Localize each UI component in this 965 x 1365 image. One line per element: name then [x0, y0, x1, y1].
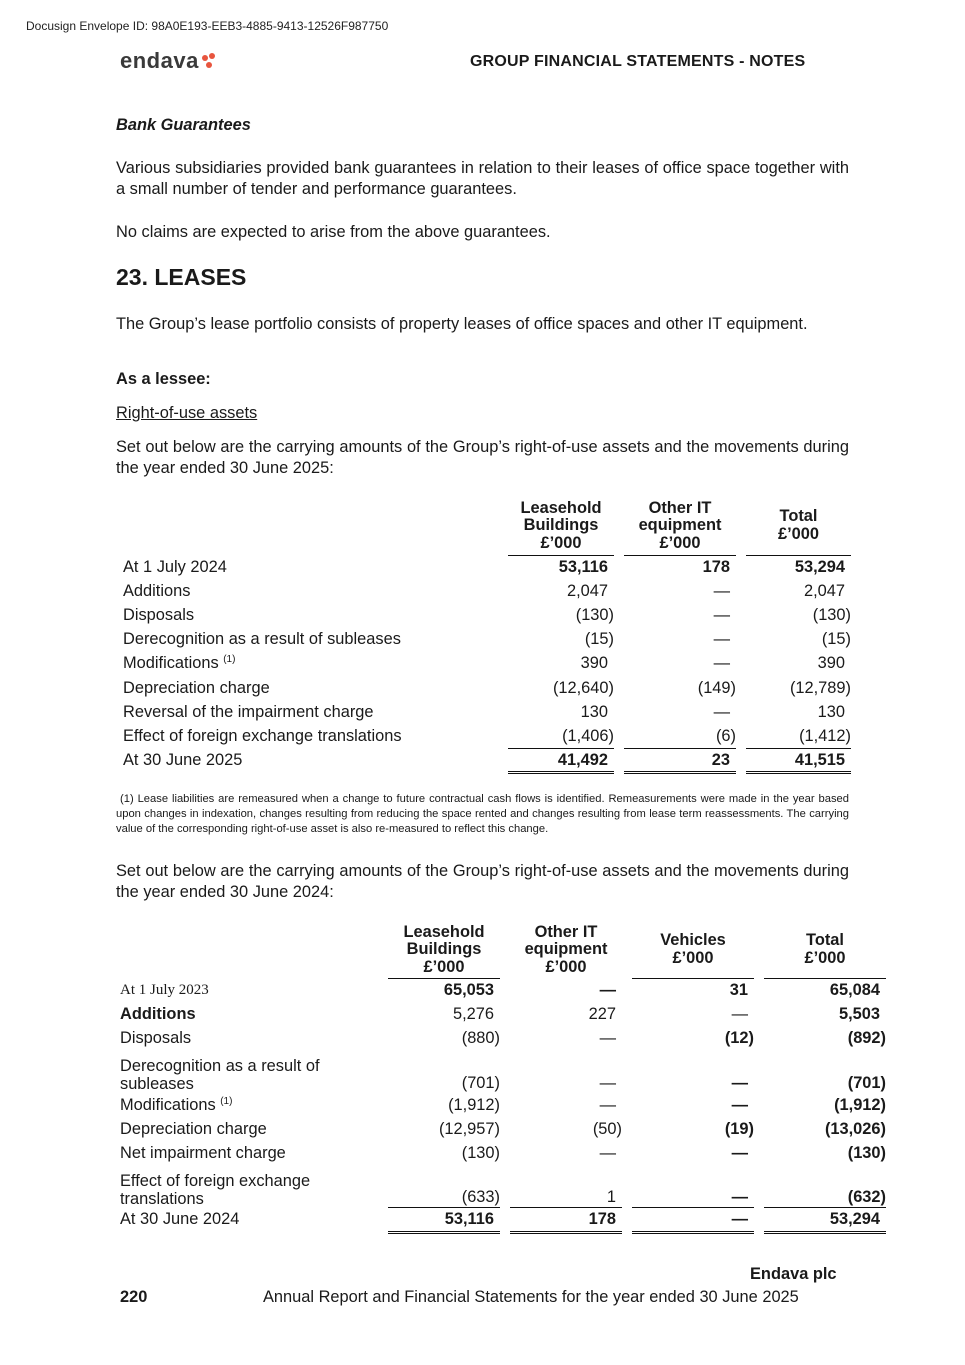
footer-company: Endava plc — [750, 1265, 837, 1283]
cell-vehicles: — — [731, 1144, 748, 1163]
table-row — [123, 700, 851, 724]
cell-other-it-equipment: (6) — [715, 726, 736, 745]
table-row — [120, 1208, 886, 1232]
column-gap — [622, 978, 632, 1002]
cell-other-it-equipment: — — [713, 630, 730, 649]
cell-other-it-equipment: 178 — [702, 557, 730, 576]
table-row — [123, 603, 851, 627]
column-gap — [754, 1093, 764, 1117]
cell-total: (892) — [847, 1029, 886, 1048]
column-gap — [614, 676, 624, 700]
row-label: Depreciation charge — [123, 678, 270, 697]
table-row — [120, 1117, 886, 1141]
column-gap — [736, 652, 746, 676]
cell-other-it-equipment: 1 — [606, 1188, 616, 1207]
column-gap — [736, 724, 746, 748]
leases-intro: The Group’s lease portfolio consists of property leases of office spaces and other IT equipment. — [116, 315, 808, 333]
column-gap — [754, 1141, 764, 1165]
bank-guarantees-title: Bank Guarantees — [116, 116, 251, 134]
table-row — [120, 1141, 886, 1165]
cell-total: (13,026) — [824, 1119, 886, 1138]
cell-total: (12,789) — [789, 678, 851, 697]
row-label: Derecognition as a result of subleases — [123, 630, 401, 649]
cell-total: 2,047 — [803, 581, 845, 600]
column-gap — [500, 1051, 510, 1093]
column-gap — [736, 749, 746, 773]
endava-logo — [120, 48, 216, 74]
cell-leasehold-buildings: 390 — [580, 654, 608, 673]
cell-total: 65,084 — [829, 980, 880, 999]
cell-leasehold-buildings: 130 — [580, 702, 608, 721]
header-other-it-equipment: Other IT equipment £’000 — [624, 497, 736, 555]
row-label: Effect of foreign exchange translations — [123, 726, 402, 745]
row-label: Modifications $^{(1)}$ — [123, 654, 236, 673]
header-vehicles: Vehicles £’000 — [632, 922, 754, 978]
cell-other-it-equipment: — — [713, 654, 730, 673]
logo-text: endava — [120, 48, 199, 73]
lease-footnote: (1) Lease liabilities are remeasured when a change to future contractual cash flows is identified. Remeasurements were made in the year based upon changes in indexation, changes resulting from reducing the space rented and changes resulting from lease term reassessments. The carrying value of the corresponding right-of-use asset is also re-measured to reflect this change. — [116, 793, 849, 835]
cell-other-it-equipment: — — [599, 980, 616, 999]
row-label: Derecognition as a result of subleases — [120, 1056, 320, 1093]
table-row — [120, 978, 886, 1002]
table-row — [120, 1027, 886, 1051]
row-label: Net impairment charge — [120, 1144, 286, 1163]
column-gap — [500, 1093, 510, 1117]
row-label: Additions — [123, 581, 191, 600]
row-label: At 30 June 2025 — [123, 751, 243, 770]
cell-total: 53,294 — [794, 557, 845, 576]
table-row — [123, 724, 851, 748]
leases-section-title: 23. LEASES — [116, 264, 247, 290]
row-label: Disposals — [120, 1029, 192, 1048]
cell-other-it-equipment: — — [599, 1095, 616, 1114]
column-gap — [614, 749, 624, 773]
table-row — [123, 652, 851, 676]
column-gap — [500, 1208, 510, 1232]
rou-table-2024 — [120, 922, 886, 1234]
cell-leasehold-buildings: 65,053 — [443, 980, 494, 999]
lessee-heading: As a lessee: — [116, 370, 211, 388]
column-gap — [622, 1002, 632, 1026]
cell-total: (130) — [812, 605, 851, 624]
column-gap — [500, 1117, 510, 1141]
footer-page-number: 220 — [120, 1288, 148, 1306]
column-gap — [754, 1208, 764, 1232]
column-gap — [622, 1208, 632, 1232]
table-row — [123, 555, 851, 579]
cell-total: (632) — [847, 1188, 886, 1207]
row-label: Modifications $^{(1)}$ — [120, 1095, 233, 1114]
cell-leasehold-buildings: (12,640) — [552, 678, 614, 697]
cell-other-it-equipment: 178 — [510, 1208, 622, 1232]
column-gap — [622, 1141, 632, 1165]
cell-total: (701) — [847, 1073, 886, 1092]
cell-vehicles: (12) — [724, 1029, 754, 1048]
cell-total: 5,503 — [838, 1004, 880, 1023]
cell-other-it-equipment: — — [713, 605, 730, 624]
column-gap — [500, 1166, 510, 1208]
table-row — [120, 1051, 886, 1093]
column-gap — [500, 1002, 510, 1026]
column-gap — [736, 700, 746, 724]
table-row — [120, 1166, 886, 1208]
cell-other-it-equipment: — — [599, 1144, 616, 1163]
cell-other-it-equipment: — — [713, 702, 730, 721]
table-row — [123, 676, 851, 700]
row-label: Effect of foreign exchange translations — [120, 1171, 311, 1208]
row-label: Disposals — [123, 605, 195, 624]
cell-total: (130) — [847, 1144, 886, 1163]
column-gap — [614, 628, 624, 652]
cell-other-it-equipment: — — [713, 581, 730, 600]
cell-other-it-equipment: (50) — [592, 1119, 622, 1138]
cell-other-it-equipment: (149) — [697, 678, 736, 697]
column-gap — [754, 1117, 764, 1141]
column-gap — [754, 978, 764, 1002]
column-gap — [736, 579, 746, 603]
column-gap — [614, 603, 624, 627]
envelope-id: Docusign Envelope ID: 98A0E193-EEB3-4885-9413-12526F987750 — [26, 19, 389, 33]
section-label: GROUP FINANCIAL STATEMENTS - NOTES — [470, 53, 806, 70]
cell-vehicles: 31 — [729, 980, 748, 999]
column-gap — [614, 724, 624, 748]
column-gap — [622, 1051, 632, 1093]
column-gap — [754, 1002, 764, 1026]
cell-leasehold-buildings: (12,957) — [438, 1119, 500, 1138]
cell-leasehold-buildings: (130) — [461, 1144, 500, 1163]
column-gap — [500, 978, 510, 1002]
cell-vehicles: (19) — [724, 1119, 754, 1138]
column-gap — [614, 579, 624, 603]
cell-leasehold-buildings: 53,116 — [558, 557, 608, 576]
table-row — [120, 1002, 886, 1026]
column-gap — [736, 628, 746, 652]
row-label: Depreciation charge — [120, 1119, 267, 1138]
footer-report-title: Annual Report and Financial Statements for the year ended 30 June 2025 — [263, 1288, 799, 1306]
column-gap — [500, 1141, 510, 1165]
cell-leasehold-buildings: 5,276 — [452, 1004, 494, 1023]
header-total: Total £’000 — [764, 922, 886, 978]
cell-other-it-equipment: 23 — [624, 749, 736, 773]
cell-leasehold-buildings: (701) — [461, 1073, 500, 1092]
rou-table-2025 — [123, 497, 851, 774]
bank-guarantees-para-2: No claims are expected to arise from the above guarantees. — [116, 223, 551, 241]
table-row — [123, 628, 851, 652]
column-gap — [500, 1027, 510, 1051]
footnote-ref: (1) — [223, 654, 236, 666]
column-gap — [622, 1117, 632, 1141]
header-leasehold-buildings: Leasehold Buildings £’000 — [508, 497, 614, 555]
cell-leasehold-buildings: (880) — [461, 1029, 500, 1048]
table-row — [123, 579, 851, 603]
table-row — [123, 749, 851, 773]
cell-leasehold-buildings: (1,406) — [562, 726, 614, 745]
rou-assets-heading: Right-of-use assets — [116, 404, 258, 422]
column-gap — [614, 700, 624, 724]
column-gap — [622, 1093, 632, 1117]
cell-vehicles: — — [731, 1004, 748, 1023]
cell-vehicles: — — [731, 1073, 748, 1092]
header-total: Total £’000 — [746, 497, 851, 555]
column-gap — [736, 555, 746, 579]
column-gap — [614, 555, 624, 579]
cell-total: (15) — [821, 630, 851, 649]
column-gap — [754, 1051, 764, 1093]
set-out-2024: Set out below are the carrying amounts of the Group’s right-of-use assets and the movements during the year ended 30 June 2024: — [116, 862, 849, 901]
column-gap — [736, 603, 746, 627]
cell-vehicles: — — [632, 1208, 754, 1232]
header-other-it-equipment: Other IT equipment £’000 — [524, 922, 608, 976]
cell-leasehold-buildings: (633) — [461, 1188, 500, 1207]
table-row — [120, 1093, 886, 1117]
row-label: At 1 July 2023 — [120, 981, 209, 998]
cell-total: 41,515 — [746, 749, 851, 773]
column-gap — [754, 1027, 764, 1051]
cell-leasehold-buildings: 41,492 — [508, 749, 614, 773]
cell-vehicles: — — [731, 1095, 748, 1114]
cell-total: (1,912) — [834, 1095, 886, 1114]
row-label: Additions — [120, 1004, 196, 1023]
cell-other-it-equipment: — — [599, 1029, 616, 1048]
footnote-ref: (1) — [220, 1095, 233, 1107]
column-gap — [736, 676, 746, 700]
row-label: Reversal of the impairment charge — [123, 702, 374, 721]
cell-total: (1,412) — [799, 726, 851, 745]
logo-mark-icon — [202, 53, 216, 69]
cell-total: 130 — [817, 702, 845, 721]
cell-vehicles: — — [731, 1188, 748, 1207]
cell-leasehold-buildings: (1,912) — [448, 1095, 500, 1114]
column-gap — [614, 652, 624, 676]
bank-guarantees-para-1: Various subsidiaries provided bank guarantees in relation to their leases of office space together with a small number of tender and performance guarantees. — [116, 159, 849, 198]
cell-leasehold-buildings: (130) — [575, 605, 614, 624]
cell-total: 53,294 — [764, 1208, 886, 1232]
cell-total: 390 — [817, 654, 845, 673]
row-label: At 30 June 2024 — [120, 1210, 240, 1229]
column-gap — [754, 1166, 764, 1208]
set-out-2025: Set out below are the carrying amounts of the Group’s right-of-use assets and the movements during the year ended 30 June 2025: — [116, 438, 849, 477]
row-label: At 1 July 2024 — [123, 557, 227, 576]
cell-other-it-equipment: — — [599, 1073, 616, 1092]
cell-leasehold-buildings: 53,116 — [388, 1208, 500, 1232]
cell-leasehold-buildings: (15) — [584, 630, 614, 649]
column-gap — [622, 1166, 632, 1208]
column-gap — [622, 1027, 632, 1051]
cell-other-it-equipment: 227 — [588, 1004, 616, 1023]
header-leasehold-buildings: Leasehold Buildings £’000 — [388, 922, 500, 978]
cell-leasehold-buildings: 2,047 — [566, 581, 608, 600]
